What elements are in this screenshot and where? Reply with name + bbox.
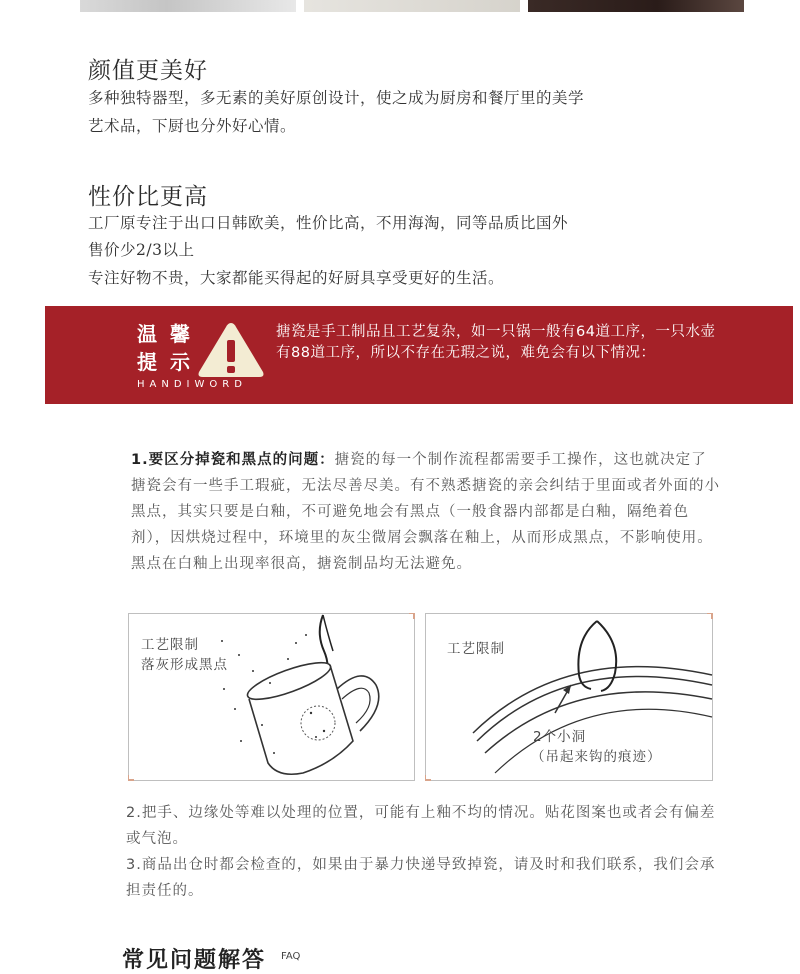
figure-left-label-2: 落灰形成黑点 <box>141 657 228 673</box>
product-photo-3 <box>528 0 744 12</box>
section-text-line: 专注好物不贵，大家都能买得起的好厨具享受更好的生活。 <box>88 269 505 287</box>
section-title-value: 性价比更高 <box>88 184 208 210</box>
warning-icon <box>195 320 267 380</box>
faq-subtitle: FAQ <box>281 951 301 962</box>
section-title-appearance: 颜值更美好 <box>88 58 208 84</box>
point-3: 3.商品出仓时都会检查的，如果由于暴力快递导致掉瓷，请及时和我们联系，我们会承担责任的。 <box>126 857 716 899</box>
section-text-line: 售价少2/3以上 <box>88 241 195 259</box>
point-1-body: 搪瓷的每一个制作流程都需要手工操作，这也就决定了搪瓷会有一些手工瑕疵，无法尽善尽美。有不熟悉搪瓷的亲会纠结于里面或者外面的小黑点，其实只要是白釉，不可避免地会有黑点（一般食器内部都是白釉，隔绝着色剂），因烘烧过程中，环境里的灰尘微屑会飘落在釉上，从而形成黑点，不影响使用。黑点在白釉上出现率很高，搪瓷制品均无法避免。 <box>131 452 720 572</box>
notice-title-line2: 提 示 <box>137 350 193 374</box>
figure-hanging-holes <box>425 613 713 781</box>
notice-subtitle: HANDIWORD <box>137 379 247 390</box>
notice-banner <box>45 306 793 404</box>
figure-right-label-3: （吊起来钩的痕迹） <box>531 749 662 765</box>
faq-title: 常见问题解答 <box>122 948 267 973</box>
figure-left-label-1: 工艺限制 <box>141 637 199 653</box>
point-1 <box>131 447 721 577</box>
figure-right-label-1: 工艺限制 <box>447 641 505 657</box>
product-photo-1 <box>80 0 296 12</box>
point-1-lead: 1.要区分掉瓷和黑点的问题： <box>131 452 335 468</box>
figure-mug-dust <box>128 613 415 781</box>
section-text-line: 工厂原专注于出口日韩欧美，性价比高，不用海淘，同等品质比国外 <box>88 214 569 232</box>
point-2: 2.把手、边缘处等难以处理的位置，可能有上釉不均的情况。贴花图案也或者会有偏差或气泡。 <box>126 805 716 847</box>
figure-right-label-2: 2个小洞 <box>533 729 587 745</box>
section-text-line: 多种独特器型，多无素的美好原创设计，使之成为厨房和餐厅里的美学 <box>88 89 585 107</box>
product-photo-2 <box>304 0 520 12</box>
section-text-line: 艺术品，下厨也分外好心情。 <box>88 117 297 135</box>
notice-title-line1: 温 馨 <box>137 322 193 346</box>
notice-text: 搪瓷是手工制品且工艺复杂，如一只锅一般有64道工序，一只水壶有88道工序，所以不存在无瑕之说，难免会有以下情况： <box>276 324 716 361</box>
